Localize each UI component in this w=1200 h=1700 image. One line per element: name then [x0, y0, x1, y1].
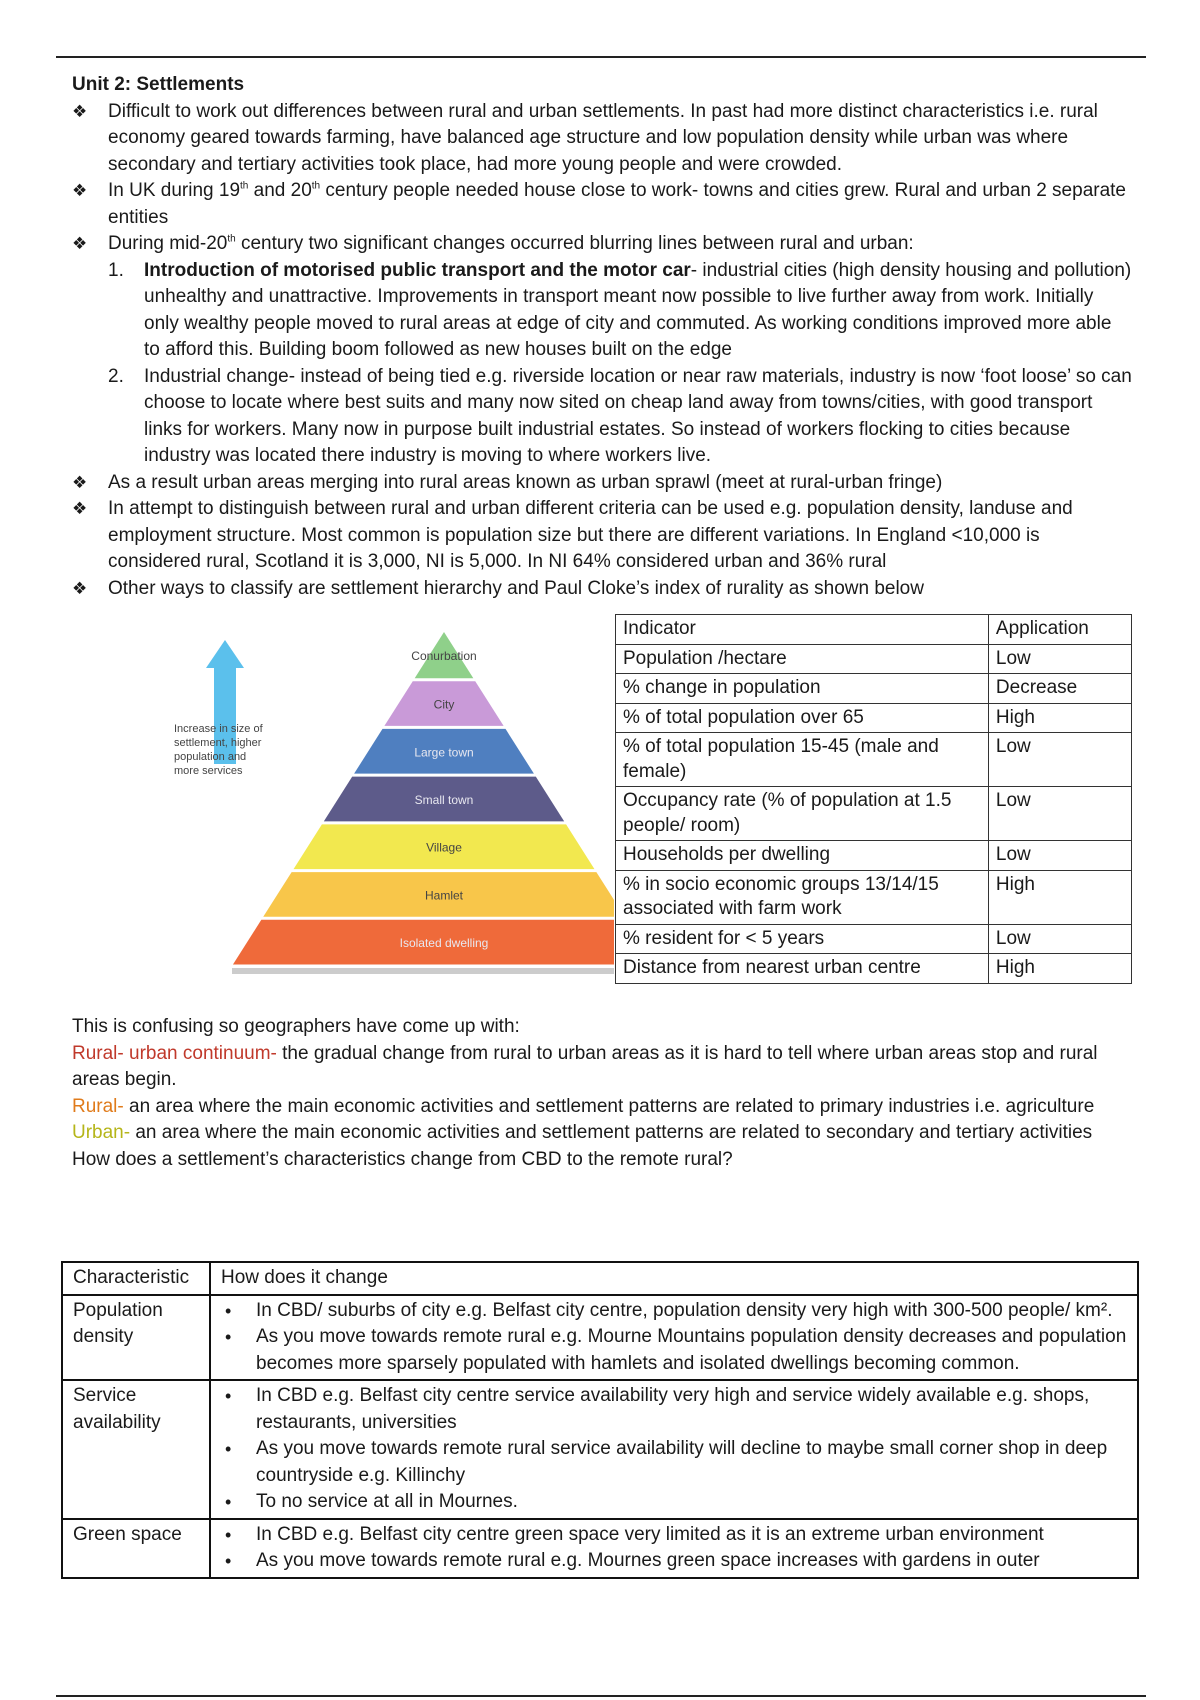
table-header-row: [62, 1262, 1138, 1295]
pyramid-level-label: Large town: [414, 745, 474, 760]
table-row: [616, 644, 1132, 674]
table-row: [616, 924, 1132, 954]
indicator-cell: % resident for < 5 years: [616, 924, 989, 954]
bullet-item: ❖ As a result urban areas merging into rural areas known as urban sprawl (meet at rural-urban fringe): [72, 470, 1132, 497]
term: Rural- urban continuum-: [72, 1042, 277, 1064]
indicator-cell: % of total population 15-45 (male and female): [616, 733, 989, 787]
change-point: • In CBD e.g. Belfast city centre service availability very high and service widely available e.g. shops, restaurants, universities: [221, 1383, 1127, 1436]
intro-line: This is confusing so geographers have come up with:: [72, 1016, 520, 1037]
superscript: th: [240, 180, 249, 192]
indicator-cell: % change in population: [616, 674, 989, 704]
pyramid-level-label: Village: [426, 840, 462, 855]
numbered-item: [108, 364, 1132, 470]
application-cell: Low: [988, 924, 1131, 954]
table-row: [616, 733, 1132, 787]
text: Industrial change- instead of being tied e.g. riverside location or near raw materials, industry is now ‘foot loose’ so can choose to locate where best suits and many now sited on cheap land away from towns/cities, with good transport links for workers. Many now in purpose built industrial estates. So instead of workers flocking to cities because industry was located there industry is moving to where workers live.: [144, 365, 1132, 466]
indicator-cell: % of total population over 65: [616, 703, 989, 733]
text: - industrial cities (high density housing and pollution) unhealthy and unattractive. Improvements in transport meant now possible to live further away from work. Initially only wealthy people moved to rural areas at edge of city and commuted. As working conditions improved more able to afford this. Building boom followed as new houses built on the edge: [144, 259, 1132, 360]
unit-title: Unit 2: Settlements: [72, 74, 245, 95]
application-cell: Decrease: [988, 674, 1131, 704]
indicator-cell: Distance from nearest urban centre: [616, 954, 989, 984]
definition-rural: [72, 1094, 1132, 1121]
application-cell: High: [988, 703, 1131, 733]
definition-continuum: [72, 1041, 1132, 1094]
pyramid-shadow: [232, 968, 614, 974]
bullet-item: ❖ Other ways to classify are settlement hierarchy and Paul Cloke’s index of rurality as shown below: [72, 576, 1132, 603]
application-cell: Low: [988, 733, 1131, 787]
change-point: • To no service at all in Mournes.: [221, 1489, 1127, 1516]
up-arrow-icon: [206, 640, 244, 668]
table-row: [616, 674, 1132, 704]
header-cell: How does it change: [210, 1262, 1138, 1295]
application-cell: Low: [988, 787, 1131, 841]
indicator-cell: Households per dwelling: [616, 841, 989, 871]
arrow-shaft: [214, 664, 236, 764]
characteristic-cell: Population density: [62, 1295, 210, 1381]
pyramid-level-label: Hamlet: [424, 888, 464, 903]
change-points: [221, 1298, 1127, 1378]
bold-text: Introduction of motorised public transport and the motor car: [144, 259, 691, 281]
indicator-cell: Indicator: [616, 615, 989, 645]
number-marker: 1.: [108, 259, 124, 281]
table-row: [616, 787, 1132, 841]
change-point: • As you move towards remote rural e.g. Mourne Mountains population density decreases and population becomes more sparsely populated with hamlets and isolated dwellings becoming common.: [221, 1324, 1127, 1377]
indicator-cell: Occupancy rate (% of population at 1.5 people/ room): [616, 787, 989, 841]
bottom-rule: [56, 1695, 1146, 1697]
change-points: [221, 1383, 1127, 1516]
pyramid-level-label: Isolated dwelling: [399, 936, 489, 951]
change-point: • In CBD e.g. Belfast city centre green space very limited as it is an extreme urban environment: [221, 1522, 1127, 1549]
definition-text: the gradual change from rural to urban areas as it is hard to tell where urban areas stop and rural areas begin.: [72, 1042, 1098, 1090]
characteristic-cell: Green space: [62, 1519, 210, 1578]
text: century people needed house close to work- towns and cities grew. Rural and urban 2 separate entities: [108, 180, 1127, 228]
table-row: [616, 954, 1132, 984]
change-cell: [210, 1380, 1138, 1519]
application-cell: Low: [988, 644, 1131, 674]
top-rule: [56, 56, 1146, 58]
characteristic-cell: Service availability: [62, 1380, 210, 1519]
characteristics-change-table: [61, 1261, 1139, 1579]
numbered-list: [108, 258, 1132, 470]
pyramid-level-label: Small town: [414, 793, 474, 807]
table-row: [62, 1380, 1138, 1519]
change-point: • As you move towards remote rural e.g. Mournes green space increases with gardens in outer: [221, 1548, 1127, 1575]
change-cell: [210, 1295, 1138, 1381]
table-header-row: [616, 615, 1132, 645]
numbered-item: [108, 258, 1132, 364]
figures-row: [72, 614, 1132, 1014]
term: Rural-: [72, 1095, 124, 1117]
pyramid-level-label: Conurbation: [411, 649, 477, 664]
table-row: [62, 1519, 1138, 1578]
header-cell: Characteristic: [62, 1262, 210, 1295]
document-body: [72, 72, 1132, 1173]
pyramid-level-label: City: [433, 697, 455, 712]
text: In UK during 19: [108, 180, 241, 201]
application-cell: High: [988, 870, 1131, 924]
definition-text: an area where the main economic activities and settlement patterns are related to primary industries i.e. agriculture: [123, 1095, 1095, 1117]
superscript: th: [311, 180, 321, 192]
change-point: • As you move towards remote rural service availability will decline to maybe small corner shop in deep countryside e.g. Killinchy: [221, 1436, 1127, 1489]
text: and 20: [248, 180, 312, 201]
text: During mid-20: [108, 233, 228, 254]
arrow-label: Increase in size of settlement, higher population and more services: [174, 723, 263, 777]
application-cell: High: [988, 954, 1131, 984]
application-cell: Application: [988, 615, 1131, 645]
indicator-cell: % in socio economic groups 13/14/15 associated with farm work: [616, 870, 989, 924]
definition-urban: [72, 1120, 1132, 1147]
table-row: [616, 870, 1132, 924]
bullet-item: ❖ Difficult to work out differences between rural and urban settlements. In past had more distinct characteristics i.e. rural economy geared towards farming, have balanced age structure and low population density while urban was where secondary and tertiary activities took place, had more young people and were crowded.: [72, 99, 1132, 179]
change-cell: [210, 1519, 1138, 1578]
term: Urban-: [72, 1122, 131, 1143]
table-row: [62, 1295, 1138, 1381]
number-marker: 2.: [108, 365, 124, 387]
definition-text: an area where the main economic activities and settlement patterns are related to secondary and tertiary activities: [130, 1122, 1093, 1143]
indicator-cell: Population /hectare: [616, 644, 989, 674]
superscript: th: [227, 233, 236, 245]
settlement-hierarchy-pyramid: [94, 624, 614, 1004]
table-row: [616, 841, 1132, 871]
bullet-item: [72, 178, 1132, 231]
table-row: [616, 703, 1132, 733]
rurality-index-table: [615, 614, 1132, 984]
change-point: • In CBD/ suburbs of city e.g. Belfast city centre, population density very high with 300-500 people/ km².: [221, 1298, 1127, 1325]
application-cell: Low: [988, 841, 1131, 871]
change-points: [221, 1522, 1127, 1575]
definitions: [72, 1014, 1132, 1173]
text: century two significant changes occurred blurring lines between rural and urban:: [235, 233, 914, 254]
bullet-item: [72, 231, 1132, 470]
bullet-list: [72, 99, 1132, 603]
bullet-item: ❖ In attempt to distinguish between rural and urban different criteria can be used e.g. population density, landuse and employment structure. Most common is population size but there are different variations. In England <10,000 is considered rural, Scotland it is 3,000, NI is 5,000. In NI 64% considered urban and 36% rural: [72, 496, 1132, 576]
question-line: How does a settlement’s characteristics change from CBD to the remote rural?: [72, 1148, 733, 1170]
